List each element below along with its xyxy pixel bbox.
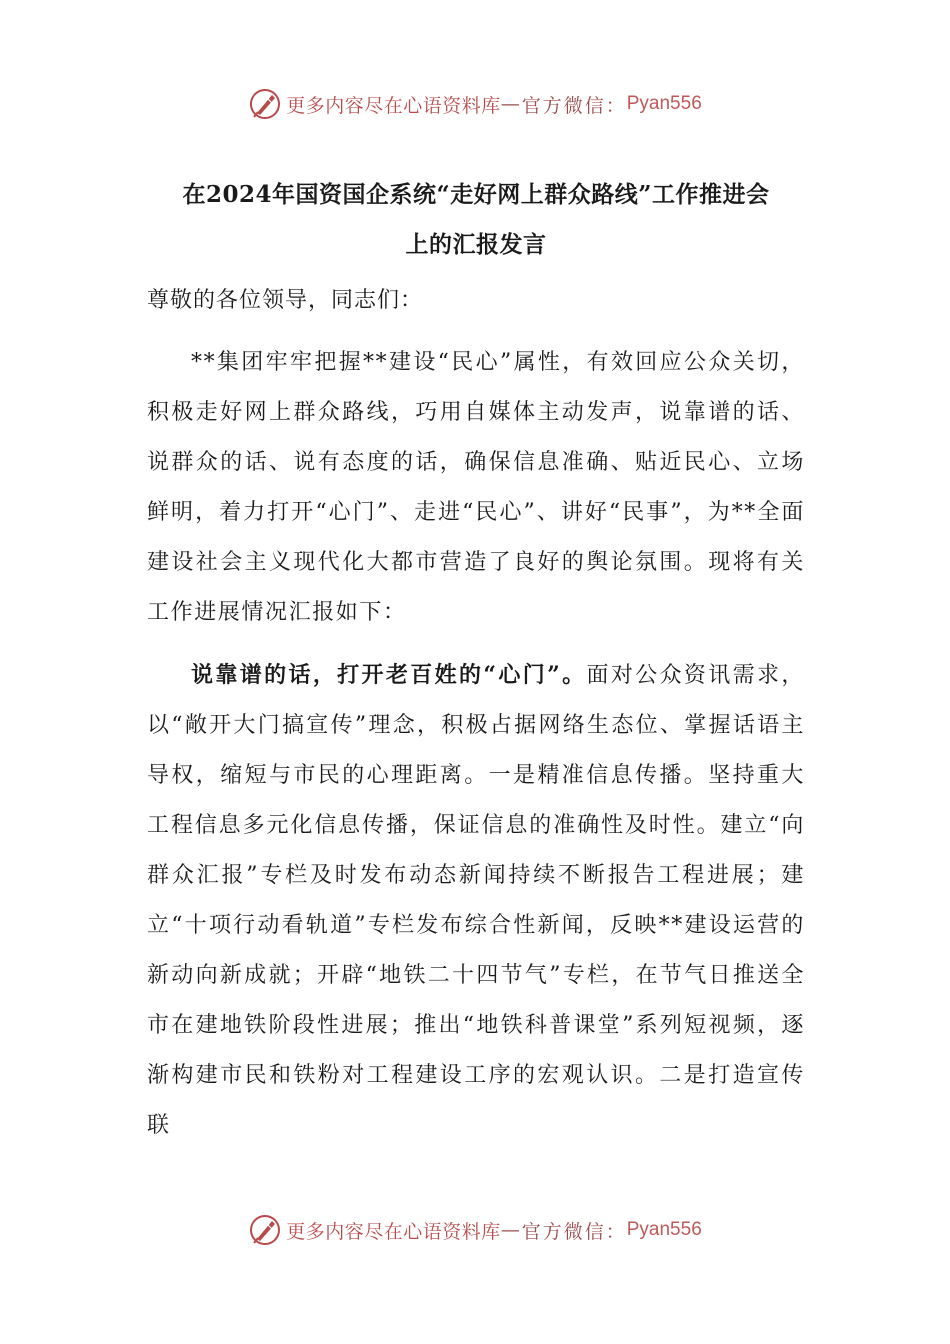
watermark-wechat-id: Pyan556 <box>626 1219 702 1240</box>
paragraph-2-heading: 说靠谱的话，打开老百姓的“心门”。 <box>191 662 587 688</box>
watermark-site-text: 更多内容尽在心语资料库 <box>286 94 501 117</box>
document-title <box>147 170 805 270</box>
watermark-banner-top <box>0 84 950 124</box>
paragraph-2-body: 面对公众资讯需求，以“敞开大门搞宣传”理念，积极占据网络生态位、掌握话语主导权，缩短与市民的心理距离。一是精准信息传播。坚持重大工程信息多元化信息传播，保证信息的准确性及时性。建立“向群众汇报”专栏及时发布动态新闻持续不断报告工程进展；建立“十项行动看轨道”专栏发布综合性新闻，反映**建设运营的新动向新成就；开辟“地铁二十四节气”专栏，在节气日推送全市在建地铁阶段性进展；推出“地铁科普课堂”系列短视频，逐渐构建市民和铁粉对工程建设工序的宏观认识。二是打造宣传联 <box>147 663 805 1138</box>
salutation: 尊敬的各位领导，同志们： <box>147 288 424 313</box>
quill-pen-logo-icon <box>248 87 282 121</box>
quill-pen-logo-icon <box>248 1213 282 1247</box>
watermark-banner-bottom <box>0 1210 950 1250</box>
watermark-dash: — <box>500 1219 522 1241</box>
document-body <box>147 170 805 1151</box>
watermark-dash: — <box>500 93 522 115</box>
watermark-wechat-label: 官方微信： <box>521 1220 627 1243</box>
paragraph-2 <box>147 650 805 1151</box>
title-line-2: 上的汇报发言 <box>405 231 547 258</box>
watermark-wechat-label: 官方微信： <box>521 94 627 117</box>
watermark-site-text: 更多内容尽在心语资料库 <box>286 1220 501 1243</box>
watermark-wechat-id: Pyan556 <box>626 93 702 114</box>
title-line-1: 在2024年国资国企系统“走好网上群众路线”工作推进会 <box>182 181 770 208</box>
paragraph-1: **集团牢牢把握**建设“民心”属性，有效回应公众关切，积极走好网上群众路线，巧用自媒体主动发声，说靠谱的话、说群众的话、说有态度的话，确保信息准确、贴近民心、立场鲜明，着力打开“心门”、走进“民心”、讲好“民事”，为**全面建设社会主义现代化大都市营造了良好的舆论氛围。现将有关工作进展情况汇报如下： <box>147 350 805 625</box>
